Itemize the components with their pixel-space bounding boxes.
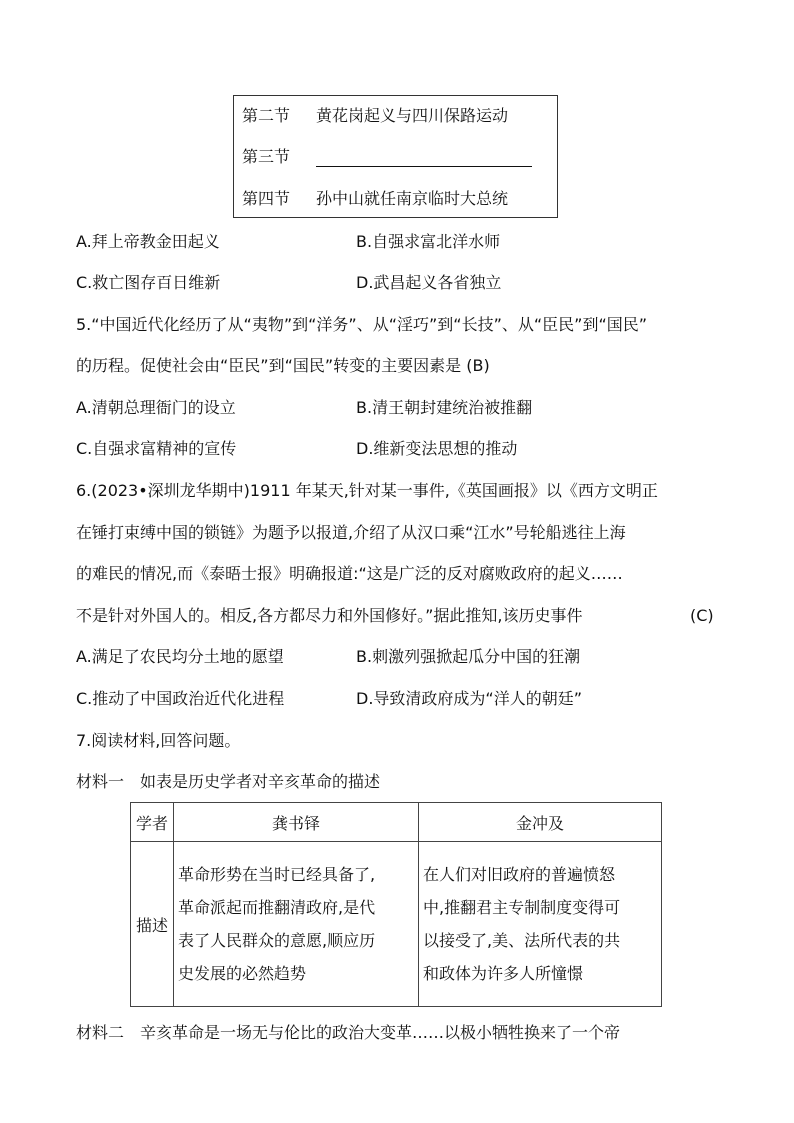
cell-line: 在人们对旧政府的普遍愤怒 bbox=[423, 865, 616, 884]
cell-line: 史发展的必然趋势 bbox=[178, 964, 307, 983]
q6-option-a: A.满足了农民均分土地的愿望 bbox=[76, 647, 284, 666]
cell-line: 中,推翻君主专制制度变得可 bbox=[423, 898, 621, 917]
table-row-label: 描述 bbox=[131, 842, 174, 1007]
table-row bbox=[131, 842, 662, 1007]
q5-option-a: A.清朝总理衙门的设立 bbox=[76, 398, 236, 417]
table-cell-gong bbox=[174, 842, 419, 1007]
q4-option-a: A.拜上帝教金田起义 bbox=[76, 232, 220, 251]
table-header-cell: 龚书铎 bbox=[174, 803, 419, 842]
outline-blank-line bbox=[316, 148, 532, 167]
outline-section-title: 孙中山就任南京临时大总统 bbox=[316, 189, 509, 208]
q6-stem-line-1: 6.(2023•深圳龙华期中)1911 年某天,针对某一事件,《英国画报》以《西方文明正 bbox=[76, 481, 658, 500]
q5-stem-line-1: 5.“中国近代化经历了从“夷物”到“洋务”、从“淫巧”到“长技”、从“臣民”到“国民” bbox=[76, 315, 648, 334]
cell-line: 革命派起而推翻清政府,是代 bbox=[178, 898, 376, 917]
section-outline-box bbox=[233, 95, 558, 218]
q6-option-d: D.导致清政府成为“洋人的朝廷” bbox=[356, 689, 582, 708]
outline-section-title: 黄花岗起义与四川保路运动 bbox=[316, 106, 509, 125]
outline-row-4 bbox=[242, 189, 508, 209]
table-header-cell: 学者 bbox=[131, 803, 174, 842]
outline-row-3 bbox=[242, 147, 532, 167]
outline-section-label: 第二节 bbox=[242, 106, 291, 125]
q7-stem: 7.阅读材料,回答问题。 bbox=[76, 731, 241, 750]
q5-option-d: D.维新变法思想的推动 bbox=[356, 439, 518, 458]
table-header-cell: 金冲及 bbox=[419, 803, 662, 842]
historian-description-table bbox=[130, 802, 662, 1007]
q6-option-c: C.推动了中国政治近代化进程 bbox=[76, 689, 285, 708]
outline-section-label: 第三节 bbox=[242, 147, 291, 166]
outline-section-label: 第四节 bbox=[242, 189, 291, 208]
table-cell-jin bbox=[419, 842, 662, 1007]
q4-option-c: C.救亡图存百日维新 bbox=[76, 273, 221, 292]
cell-line: 以接受了,美、法所代表的共 bbox=[423, 931, 621, 950]
q6-option-b: B.刺激列强掀起瓜分中国的狂潮 bbox=[356, 647, 581, 666]
outline-row-2 bbox=[242, 106, 508, 126]
q6-stem-line-2: 在锤打束缚中国的锁链》为题予以报道,介绍了从汉口乘“江水”号轮船逃往上海 bbox=[76, 523, 626, 542]
cell-line: 革命形势在当时已经具备了, bbox=[178, 865, 376, 884]
q6-stem-line-4: 不是针对外国人的。相反,各方都尽力和外国修好。”据此推知,该历史事件 bbox=[76, 606, 583, 625]
q6-answer: (C) bbox=[690, 606, 714, 625]
q7-material-1-title: 材料一 如表是历史学者对辛亥革命的描述 bbox=[76, 772, 381, 791]
q7-material-2: 材料二 辛亥革命是一场无与伦比的政治大变革……以极小牺牲换来了一个帝 bbox=[76, 1023, 621, 1042]
cell-line: 和政体为许多人所憧憬 bbox=[423, 964, 584, 983]
table-header-row bbox=[131, 803, 662, 842]
q5-option-c: C.自强求富精神的宣传 bbox=[76, 439, 237, 458]
q5-option-b: B.清王朝封建统治被推翻 bbox=[356, 398, 533, 417]
q4-option-d: D.武昌起义各省独立 bbox=[356, 273, 502, 292]
q6-stem-line-3: 的难民的情况,而《泰晤士报》明确报道:“这是广泛的反对腐败政府的起义…… bbox=[76, 564, 623, 583]
cell-line: 表了人民群众的意愿,顺应历 bbox=[178, 931, 376, 950]
q4-option-b: B.自强求富北洋水师 bbox=[356, 232, 501, 251]
q5-stem-line-2: 的历程。促使社会由“臣民”到“国民”转变的主要因素是 (B) bbox=[76, 356, 490, 375]
